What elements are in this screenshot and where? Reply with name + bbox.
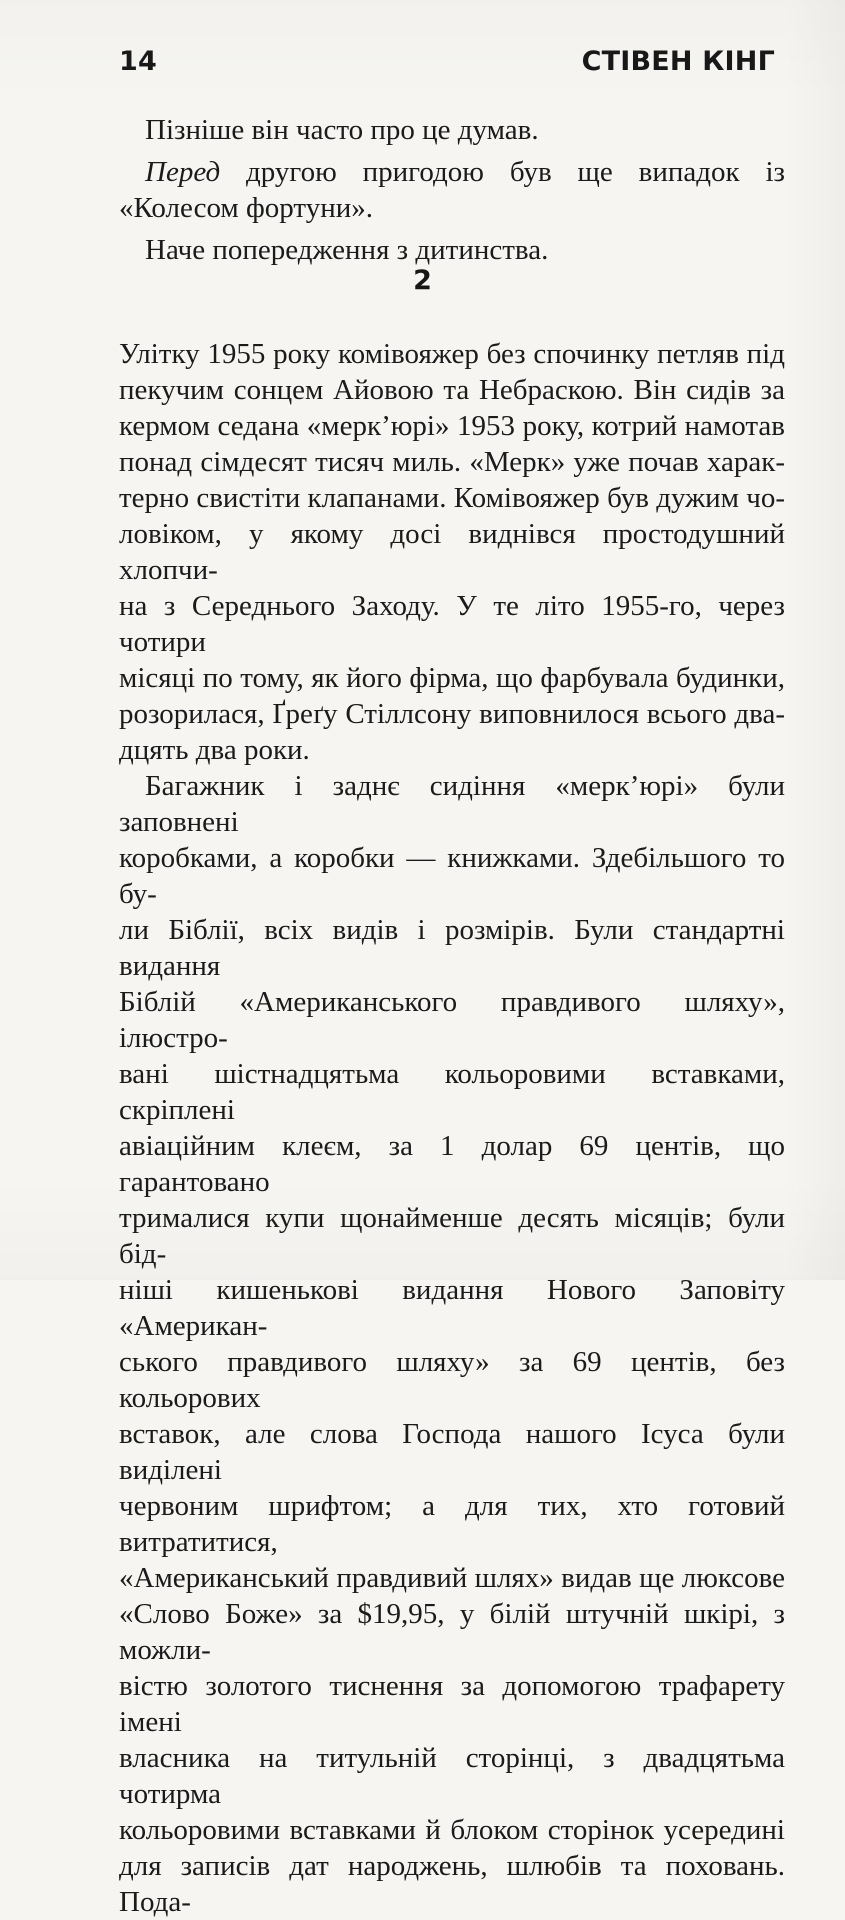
- section-number: 2: [413, 265, 432, 296]
- intro-line-1: Пізніше він часто про це думав.: [145, 114, 539, 146]
- text-line: для записів дат народжень, шлюбів та поховань. Пода-: [119, 1850, 785, 1918]
- text-line: ського правдивого шляху» за 69 центів, без кольорових: [119, 1346, 785, 1414]
- intro-paragraph-2: [119, 154, 785, 226]
- text-line: ніші кишенькові видання Нового Заповіту «Американ-: [119, 1274, 785, 1342]
- text-line: кольоровими вставками й блоком сторінок усередині: [119, 1814, 785, 1846]
- text-line: Біблій «Американського правдивого шляху», ілюстро-: [119, 986, 785, 1054]
- text-line: Багажник і заднє сидіння «мерк’юрі» були заповнені: [119, 770, 785, 838]
- text-line: вставок, але слова Господа нашого Ісуса були виділені: [119, 1418, 785, 1486]
- intro-text: [119, 112, 785, 268]
- main-paragraph-2: [119, 768, 785, 1920]
- intro-italic-word: Перед: [145, 156, 221, 188]
- text-line: кермом седана «мерк’юрі» 1953 року, котрий намотав: [119, 410, 785, 442]
- intro-line-3: Наче попередження з дитинства.: [145, 234, 549, 266]
- main-text: [119, 336, 785, 1920]
- text-line: ловіком, у якому досі виднівся простодушний хлопчи-: [119, 518, 785, 586]
- intro-paragraph-1: [119, 112, 785, 148]
- text-line: розорилася, Ґреґу Стіллсону виповнилося всього два-: [119, 698, 785, 730]
- intro-line-2: другою пригодою був ще випадок із «Колесом фортуни».: [119, 156, 785, 224]
- text-line: дцять два роки.: [119, 734, 310, 766]
- text-line: місяці по тому, як його фірма, що фарбувала будинки,: [119, 662, 785, 694]
- text-line: на з Середнього Заходу. У те літо 1955-го, через чотири: [119, 590, 785, 658]
- page-number: 14: [119, 46, 157, 77]
- text-line: понад сімдесят тисяч миль. «Мерк» уже почав харак-: [119, 446, 785, 478]
- intro-paragraph-3: [119, 232, 785, 268]
- text-line: вані шістнадцятьма кольоровими вставками, скріплені: [119, 1058, 785, 1126]
- page-edge-shadow: [785, 0, 845, 1280]
- text-line: вістю золотого тиснення за допомогою трафарету імені: [119, 1670, 785, 1738]
- text-line: пекучим сонцем Айовою та Небраскою. Він сидів за: [119, 374, 785, 406]
- text-line: «Американський правдивий шлях» видав ще люксове: [119, 1562, 785, 1594]
- text-line: трималися купи щонайменше десять місяців; були бід-: [119, 1202, 785, 1270]
- text-line: ли Біблії, всіх видів і розмірів. Були стандартні видання: [119, 914, 785, 982]
- text-line: терно свистіти клапанами. Комівояжер був дужим чо-: [119, 482, 785, 514]
- main-paragraph-1: [119, 336, 785, 768]
- text-line: Улітку 1955 року комівояжер без спочинку петляв під: [119, 338, 785, 370]
- running-header-author: СТІВЕН КІНГ: [581, 46, 775, 77]
- text-line: «Слово Боже» за $19,95, у білій штучній шкірі, з можли-: [119, 1598, 785, 1666]
- text-line: власника на титульній сторінці, з двадцятьма чотирма: [119, 1742, 785, 1810]
- text-line: авіаційним клеєм, за 1 долар 69 центів, що гарантовано: [119, 1130, 785, 1198]
- text-line: коробками, а коробки — книжками. Здебільшого то бу-: [119, 842, 785, 910]
- text-line: червоним шрифтом; а для тих, хто готовий витратитися,: [119, 1490, 785, 1558]
